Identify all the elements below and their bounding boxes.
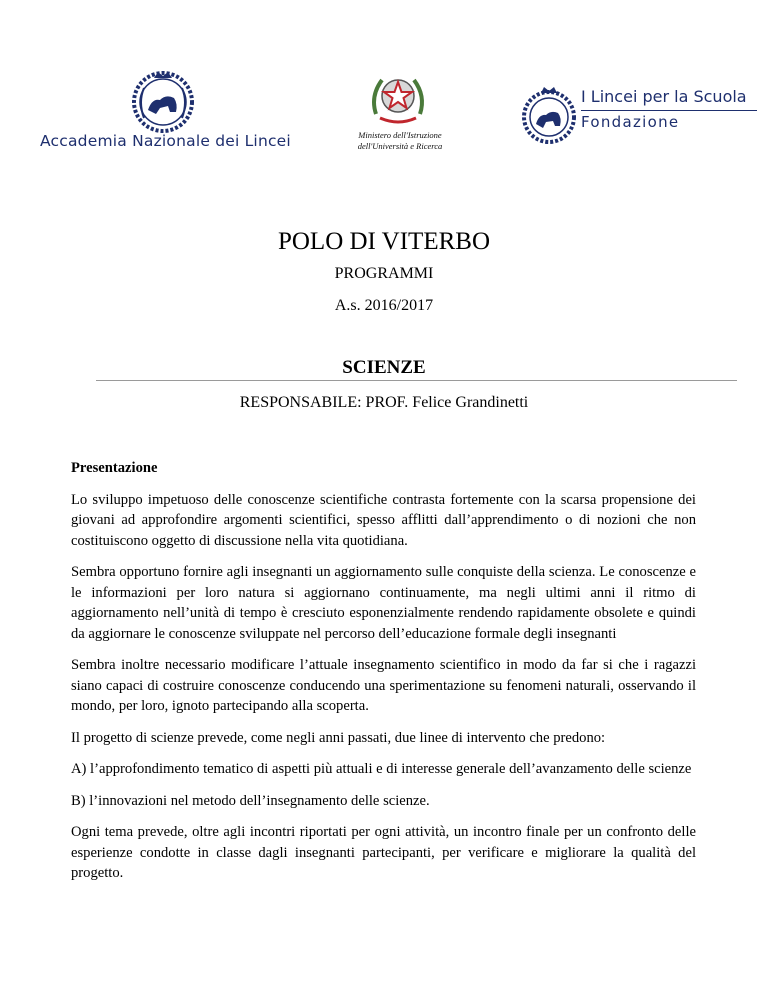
ministero-caption-line2: dell'Università e Ricerca	[357, 141, 443, 151]
lynx-seal-icon	[520, 84, 578, 146]
section-heading: SCIENZE	[342, 357, 426, 378]
lynx-seal-icon	[130, 68, 196, 134]
section-divider	[96, 380, 737, 381]
body-paragraph: Ogni tema prevede, oltre agli incontri riportati per ogni attività, un incontro finale per un confronto delle esperienze condotte in classe dagli insegnanti partecipanti, per verificare e migliorare la qualità del progetto.	[71, 824, 696, 881]
lincei-scuola-logo	[520, 84, 747, 154]
body-paragraph: Lo sviluppo impetuoso delle conoscenze scientifiche contrasta fortemente con la scarsa propensione dei giovani ad approfondire argomenti scientifici, spesso afflitti dall’apprendimento o di nozioni che non costituiscono oggetto di discussione nella vita quotidiana.	[71, 491, 696, 549]
italian-republic-emblem-icon	[366, 70, 430, 128]
body-paragraph: A) l’approfondimento tematico di aspetti più attuali e di interesse generale dell’avanzamento delle scienze	[71, 761, 692, 777]
school-year-subtitle: A.s. 2016/2017	[334, 297, 434, 314]
body-paragraph: Sembra inoltre necessario modificare l’attuale insegnamento scientifico in modo da far si che i ragazzi siano capaci di costruire conoscenze conducendo una sperimentazione su fenomeni naturali, osservando il mondo, per loro, ignoto partecipando alla scoperta.	[71, 657, 696, 714]
lincei-scuola-divider	[581, 110, 757, 111]
body-paragraph: Il progetto di scienze prevede, come negli anni passati, due linee di intervento che predono:	[71, 729, 606, 746]
responsabile-line: RESPONSABILE: PROF. Felice Grandinetti	[239, 394, 529, 411]
presentazione-heading: Presentazione	[71, 460, 158, 476]
accademia-lincei-logo	[38, 68, 291, 158]
ministero-caption-line1: Ministero dell'Istruzione	[358, 130, 442, 140]
lincei-scuola-subtitle: Fondazione	[581, 113, 680, 131]
programmi-subtitle: PROGRAMMI	[334, 265, 434, 282]
page-title: POLO DI VITERBO	[277, 228, 491, 255]
ministero-emblem-logo	[348, 70, 452, 160]
accademia-lincei-caption: Accademia Nazionale dei Lincei	[40, 132, 291, 150]
document-body	[71, 458, 696, 895]
ministero-caption	[348, 130, 452, 152]
lincei-scuola-title: I Lincei per la Scuola	[581, 87, 747, 106]
body-paragraph: B) l’innovazioni nel metodo dell’insegnamento delle scienze.	[71, 792, 430, 809]
body-paragraph: Sembra opportuno fornire agli insegnanti un aggiornamento sulle conquiste della scienza. Le conoscenze e le informazioni per loro natura si aggiornano continuamente, ma negli ultimi anni il ritmo di aggiornamento nell’unità di tempo è cresciuto esponenzialmente rendendo rapidamente obsolete e quindi da aggiornare le conoscenze sviluppate nel percorso dell’educazione formale degli insegnanti	[71, 564, 696, 642]
